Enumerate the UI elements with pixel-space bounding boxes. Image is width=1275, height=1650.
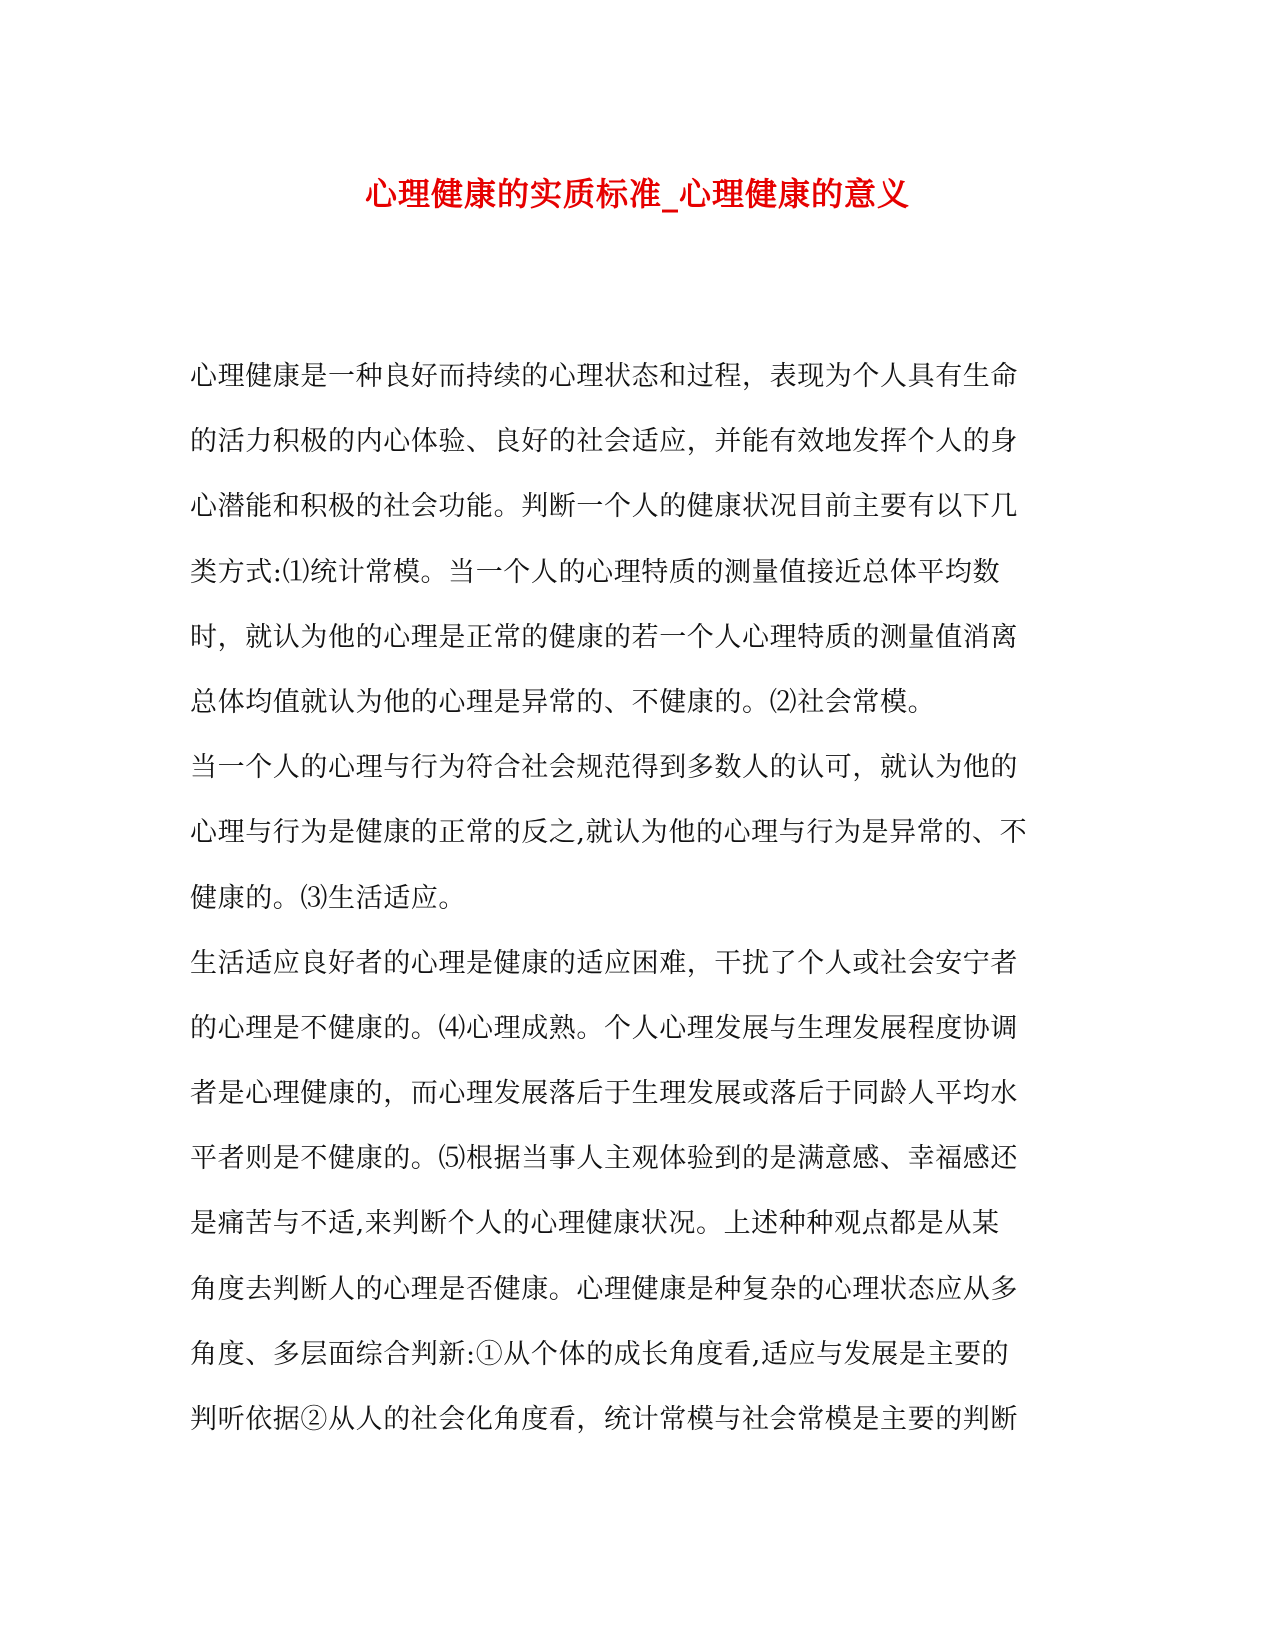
body-line: 心理与行为是健康的正常的反之,就认为他的心理与行为是异常的、不	[190, 817, 1028, 849]
body-line: 心潜能和积极的社会功能。判断一个人的健康状况目前主要有以下几	[190, 491, 1018, 523]
body-line: 当一个人的心理与行为符合社会规范得到多数人的认可，就认为他的	[190, 752, 1018, 784]
body-line: 健康的。⑶生活适应。	[190, 882, 466, 914]
body-line: 是痛苦与不适,来判断个人的心理健康状况。上述种种观点都是从某	[190, 1208, 1000, 1240]
body-line: 角度、多层面综合判新:①从个体的成长角度看,适应与发展是主要的	[190, 1338, 1010, 1370]
body-line: 角度去判断人的心理是否健康。心理健康是种复杂的心理状态应从多	[190, 1273, 1018, 1305]
body-line: 的活力积极的内心体验、良好的社会适应，并能有效地发挥个人的身	[190, 426, 1018, 458]
document-title: 心理健康的实质标准_心理健康的意义	[364, 175, 910, 213]
body-line: 心理健康是一种良好而持续的心理状态和过程，表现为个人具有生命	[190, 361, 1018, 392]
body-line: 平者则是不健康的。⑸根据当事人主观体验到的是满意感、幸福感还	[190, 1143, 1018, 1175]
body-line: 生活适应良好者的心理是健康的适应困难，干扰了个人或社会安宁者	[190, 947, 1018, 979]
body-line: 类方式:⑴统计常模。当一个人的心理特质的测量值接近总体平均数	[190, 556, 1001, 588]
body-line: 时，就认为他的心理是正常的健康的若一个人心理特质的测量值消离	[190, 621, 1018, 653]
body-text	[190, 344, 1090, 1452]
body-line: 的心理是不健康的。⑷心理成熟。个人心理发展与生理发展程度协调	[190, 1012, 1018, 1044]
body-line: 总体均值就认为他的心理是异常的、不健康的。⑵社会常模。	[190, 686, 936, 718]
body-line: 者是心理健康的，而心理发展落后于生理发展或落后于同龄人平均水	[190, 1078, 1018, 1110]
body-line: 判听依据②从人的社会化角度看，统计常模与社会常模是主要的判断	[190, 1404, 1018, 1435]
